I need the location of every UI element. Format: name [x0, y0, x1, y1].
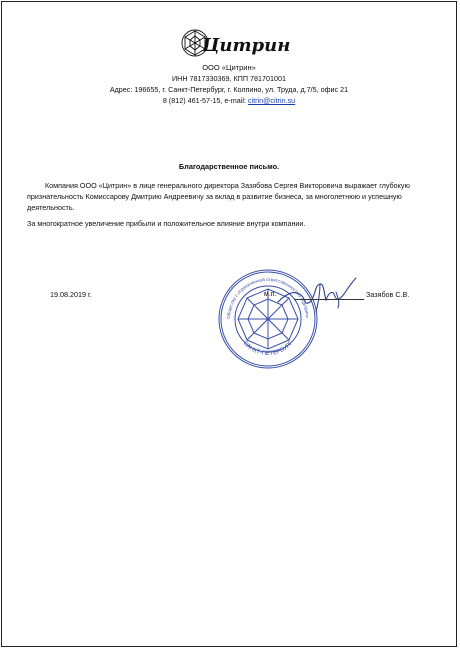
- contacts-line: [2, 95, 456, 106]
- letter-date: 19.08.2019 г.: [50, 290, 92, 299]
- company-logo: [180, 26, 291, 60]
- company-name: ООО «Цитрин»: [202, 63, 256, 72]
- letter-page: [1, 1, 457, 647]
- logo-wordmark: Цитрин: [202, 35, 291, 56]
- handwritten-signature: [274, 272, 366, 314]
- signer-name: Зазябов С.В.: [366, 290, 410, 299]
- stamp-outer-text: Общество с ограниченной ответственностью «Цитрин»: [225, 276, 311, 320]
- phone: 8 (812) 461-57-15, e-mail:: [162, 96, 248, 105]
- stamp-place-label: м.п.: [264, 291, 277, 298]
- letter-title: Благодарственное письмо.: [178, 162, 280, 171]
- inn-kpp: ИНН 7817330369, КПП 781701001: [171, 74, 286, 83]
- stamp-city: САНКТ-ПЕТЕРБУРГ: [241, 340, 295, 358]
- signature-line: [294, 299, 364, 300]
- letter-paragraph-2: За многократное увеличение прибыли и положительное влияние внутри компании.: [27, 219, 306, 228]
- letterhead: [2, 62, 456, 106]
- email-link[interactable]: citrin@citrin.su: [247, 96, 296, 105]
- company-address: Адрес: 196655, г. Санкт-Петербург, г. Колпино, ул. Труда, д.7/5, офис 21: [109, 85, 349, 94]
- letter-paragraph-1: Компания ООО «Цитрин» в лице генерального директора Зазябова Сергея Викторовича выражает глубокую признательность Комиссарову Дмитрию Андреевичу за вклад в развитие бизнеса, за многолетнюю и успешную деятельность.: [27, 181, 410, 212]
